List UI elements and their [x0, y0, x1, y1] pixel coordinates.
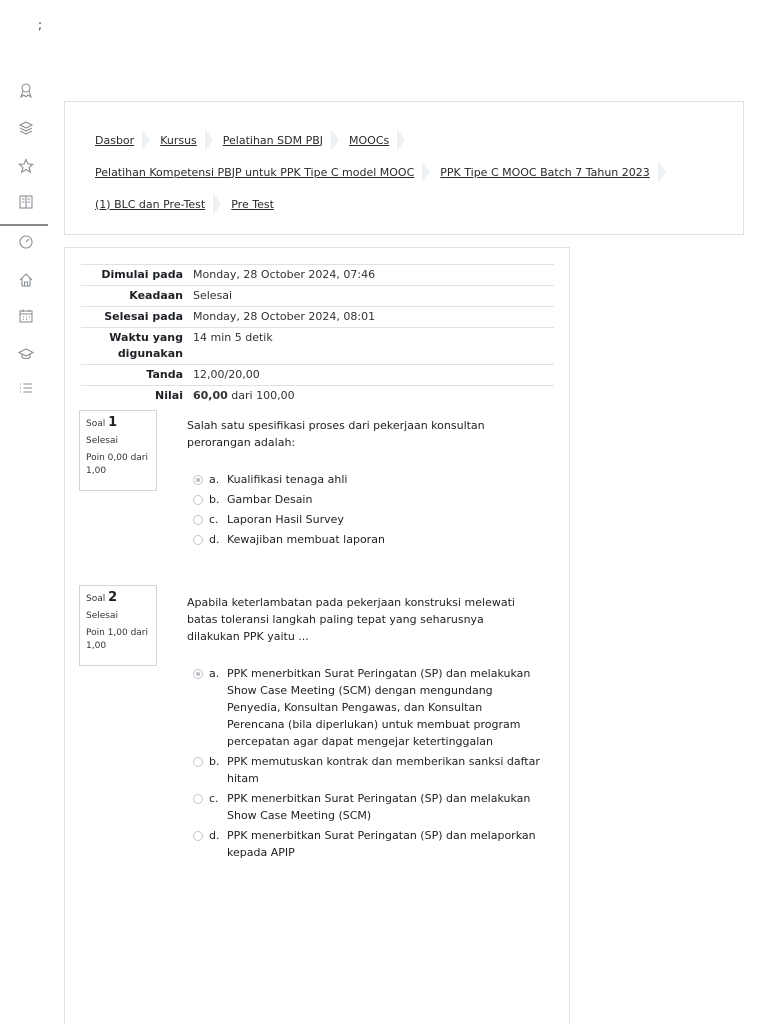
summary-row: [81, 286, 554, 307]
radio[interactable]: [193, 515, 203, 525]
grade-score: 60,00: [193, 389, 228, 402]
breadcrumb-separator: [658, 161, 666, 183]
summary-label: Tanda: [81, 365, 193, 386]
radio-selected[interactable]: [193, 475, 203, 485]
breadcrumb-kursus[interactable]: Kursus: [160, 133, 197, 147]
breadcrumb-batch[interactable]: PPK Tipe C MOOC Batch 7 Tahun 2023: [440, 165, 650, 179]
question-1-answers: [193, 471, 543, 551]
question-points: Poin 0,00 dari 1,00: [86, 453, 149, 476]
answer-option[interactable]: b. Gambar Desain: [193, 491, 543, 508]
layers-icon[interactable]: [18, 120, 38, 140]
summary-row: [81, 328, 554, 365]
answer-option[interactable]: d. PPK menerbitkan Surat Peringatan (SP) dan melaporkan kepada APIP: [193, 827, 543, 861]
list-icon[interactable]: [18, 380, 38, 400]
breadcrumb-separator: [331, 129, 339, 151]
breadcrumb-course[interactable]: Pelatihan Kompetensi PBJP untuk PPK Tipe C model MOOC: [95, 165, 415, 179]
radio[interactable]: [193, 535, 203, 545]
breadcrumb-separator: [397, 129, 405, 151]
radio[interactable]: [193, 831, 203, 841]
breadcrumb: [95, 129, 415, 151]
radio[interactable]: [193, 757, 203, 767]
summary-row-grade: [81, 386, 554, 407]
breadcrumb-dasbor[interactable]: Dasbor: [95, 133, 135, 147]
breadcrumb-pre-test[interactable]: Pre Test: [231, 197, 274, 211]
grade-rest: dari 100,00: [227, 389, 295, 402]
question-2-text: Apabila keterlambatan pada pekerjaan konstruksi melewati batas toleransi langkah paling tepat yang seharusnya dilakukan PPK yaitu ...: [187, 596, 515, 643]
answer-option[interactable]: a. Kualifikasi tenaga ahli: [193, 471, 543, 488]
question-state: Selesai: [86, 436, 118, 446]
breadcrumb-row-3: [95, 193, 274, 215]
summary-value: Selesai: [193, 286, 554, 307]
summary-value: 14 min 5 detik: [193, 328, 554, 365]
summary-label: Waktu yang digunakan: [81, 328, 193, 365]
summary-value: 12,00/20,00: [193, 365, 554, 386]
question-state: Selesai: [86, 611, 118, 621]
answer-option[interactable]: c. PPK menerbitkan Surat Peringatan (SP) dan melakukan Show Case Meeting (SCM): [193, 790, 543, 824]
question-1-text: Salah satu spesifikasi proses dari pekerjaan konsultan perorangan adalah:: [187, 419, 485, 449]
achievement-icon[interactable]: [18, 82, 38, 102]
summary-value: Monday, 28 October 2024, 07:46: [193, 265, 554, 286]
answer-option[interactable]: a. PPK menerbitkan Surat Peringatan (SP) dan melakukan Show Case Meeting (SCM) dengan mengundang Penyedia, Konsultan Pengawas, dan Konsultan Perencana (bila diperlukan) untuk membuat program percepatan agar dapat mengejar ketertinggalan: [193, 665, 543, 750]
breadcrumb-panel: [64, 101, 744, 235]
summary-row: [81, 365, 554, 386]
gauge-icon[interactable]: [18, 234, 38, 254]
breadcrumb-section[interactable]: (1) BLC dan Pre-Test: [95, 197, 206, 211]
question-2-info: [79, 585, 157, 666]
summary-row: [81, 265, 554, 286]
summary-label: Selesai pada: [81, 307, 193, 328]
breadcrumb-row-2: [95, 161, 676, 183]
radio-selected[interactable]: [193, 669, 203, 679]
grade-value: [193, 386, 554, 407]
summary-row: [81, 307, 554, 328]
grade-label: Nilai: [81, 386, 193, 407]
summary-label: Dimulai pada: [81, 265, 193, 286]
breadcrumb-separator: [422, 161, 430, 183]
quiz-review-panel: [64, 247, 570, 1024]
breadcrumb-separator: [142, 129, 150, 151]
answer-option[interactable]: b. PPK memutuskan kontrak dan memberikan sanksi daftar hitam: [193, 753, 543, 787]
question-number: Soal 1: [86, 415, 118, 430]
attempt-summary-table: [81, 264, 554, 406]
breadcrumb-separator: [205, 129, 213, 151]
breadcrumb-pelatihan-sdm-pbj[interactable]: Pelatihan SDM PBJ: [222, 133, 324, 147]
radio[interactable]: [193, 495, 203, 505]
calendar-icon[interactable]: [18, 308, 38, 328]
home-icon[interactable]: [18, 272, 38, 292]
rail-divider: [0, 224, 48, 226]
question-number: Soal 2: [86, 590, 118, 605]
summary-label: Keadaan: [81, 286, 193, 307]
question-2-answers: [193, 665, 543, 864]
graduation-cap-icon[interactable]: [18, 346, 38, 366]
summary-value: Monday, 28 October 2024, 08:01: [193, 307, 554, 328]
radio[interactable]: [193, 794, 203, 804]
breadcrumb-separator: [213, 193, 221, 215]
question-1-info: [79, 410, 157, 491]
star-icon[interactable]: [18, 158, 38, 178]
answer-option[interactable]: c. Laporan Hasil Survey: [193, 511, 543, 528]
book-icon[interactable]: [18, 194, 38, 214]
answer-option[interactable]: d. Kewajiban membuat laporan: [193, 531, 543, 548]
stray-semicolon: ;: [38, 18, 43, 32]
question-points: Poin 1,00 dari 1,00: [86, 628, 149, 651]
breadcrumb-moocs[interactable]: MOOCs: [349, 133, 390, 147]
